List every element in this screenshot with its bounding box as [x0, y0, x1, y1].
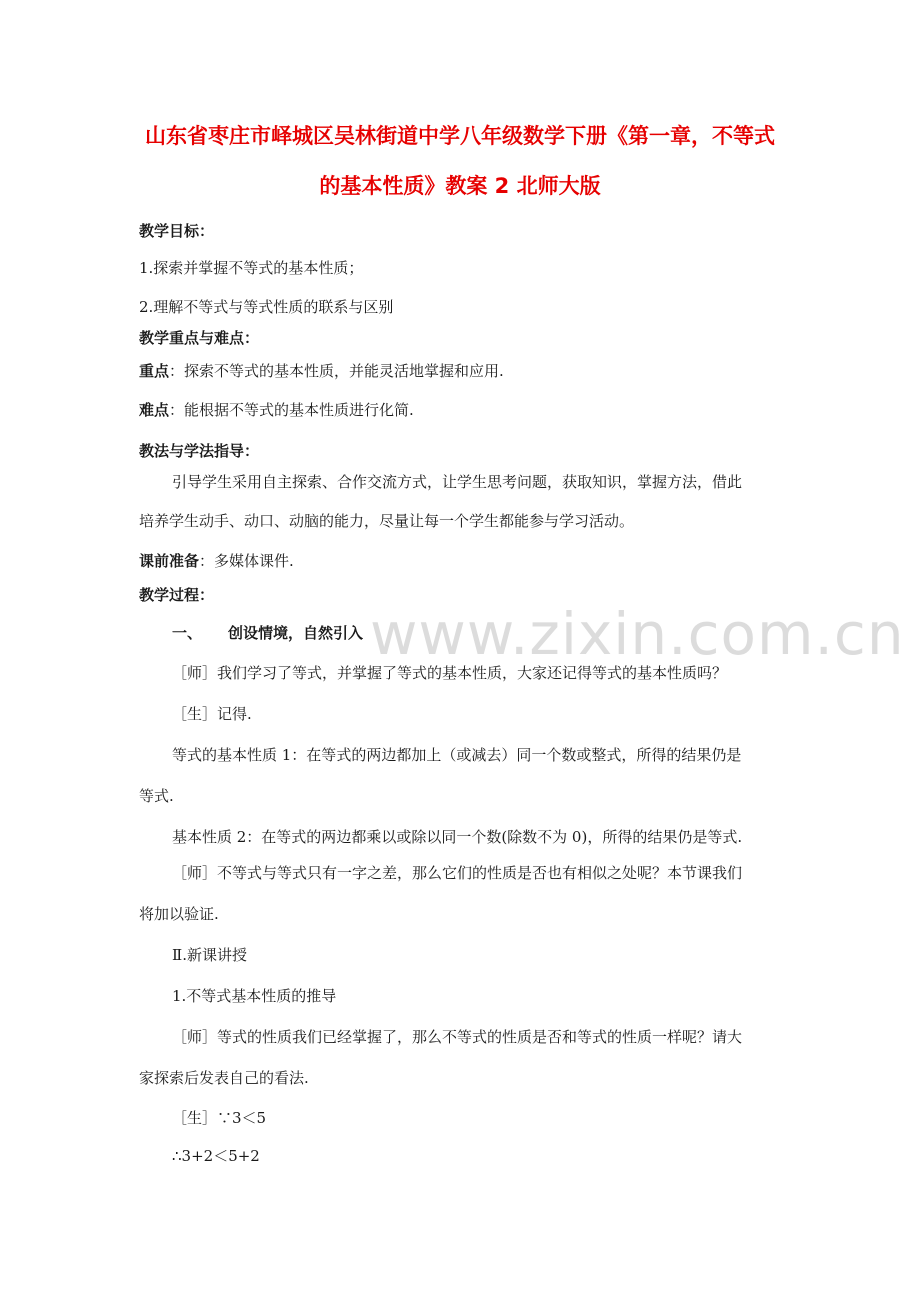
method-line-1: 引导学生采用自主探索、合作交流方式，让学生思考问题，获取知识，掌握方法，借此 [172, 473, 743, 491]
property-1-line-1: 等式的基本性质 1：在等式的两边都加上（或减去）同一个数或整式，所得的结果仍是 [172, 746, 742, 764]
difficulty-text: ：能根据不等式的基本性质进行化简. [169, 401, 414, 419]
paragraph-student-2: ［生］∵3＜5 [172, 1109, 267, 1127]
property-1-line-2: 等式. [139, 787, 174, 805]
objective-1: 1.探索并掌握不等式的基本性质； [139, 259, 364, 277]
key-text: ：探索不等式的基本性质，并能灵活地掌握和应用. [169, 362, 504, 380]
paragraph-teacher-2-line-2: 将加以验证. [139, 905, 219, 923]
method-heading: 教法与学法指导： [139, 442, 260, 460]
paragraph-teacher-1: ［师］我们学习了等式，并掌握了等式的基本性质，大家还记得等式的基本性质吗？ [172, 664, 728, 682]
key-point [139, 360, 789, 382]
difficulty-label: 难点 [139, 401, 170, 419]
objective-2: 2.理解不等式与等式性质的联系与区别 [139, 298, 394, 316]
section-1-heading [172, 622, 822, 644]
prep-text: ：多媒体课件. [199, 552, 294, 570]
prep-label: 课前准备 [139, 552, 200, 570]
objectives-heading: 教学目标： [139, 222, 215, 240]
difficulty-point [139, 399, 789, 421]
title-line-2: 的基本性质》教案 2 北师大版 [319, 174, 601, 198]
inequality-result: ∴3+2＜5+2 [172, 1147, 260, 1165]
section-1-title: 创设情境，自然引入 [228, 624, 364, 642]
paragraph-teacher-3-line-2: 家探索后发表自己的看法. [139, 1069, 309, 1087]
section-2-heading: Ⅱ.新课讲授 [172, 946, 247, 964]
process-heading: 教学过程： [139, 586, 215, 604]
prep [139, 550, 789, 572]
paragraph-student-1: ［生］记得. [172, 705, 252, 723]
key-label: 重点 [139, 362, 170, 380]
property-2: 基本性质 2：在等式的两边都乘以或除以同一个数(除数不为 0)，所得的结果仍是等式. [172, 828, 743, 846]
key-heading: 教学重点与难点： [139, 329, 260, 347]
paragraph-teacher-3-line-1: ［师］等式的性质我们已经掌握了，那么不等式的性质是否和等式的性质一样呢？请大 [172, 1028, 743, 1046]
method-line-2: 培养学生动手、动口、动脑的能力，尽量让每一个学生都能参与学习活动。 [139, 512, 635, 530]
subsection-1-heading: 1.不等式基本性质的推导 [172, 987, 337, 1005]
paragraph-teacher-2-line-1: ［师］不等式与等式只有一字之差，那么它们的性质是否也有相似之处呢？本节课我们 [172, 864, 743, 882]
title-line-1: 山东省枣庄市峄城区吴林街道中学八年级数学下册《第一章，不等式 [145, 124, 775, 148]
watermark: www.zixin.com.cn [370, 600, 905, 668]
section-1-number: 一、 [172, 624, 203, 642]
